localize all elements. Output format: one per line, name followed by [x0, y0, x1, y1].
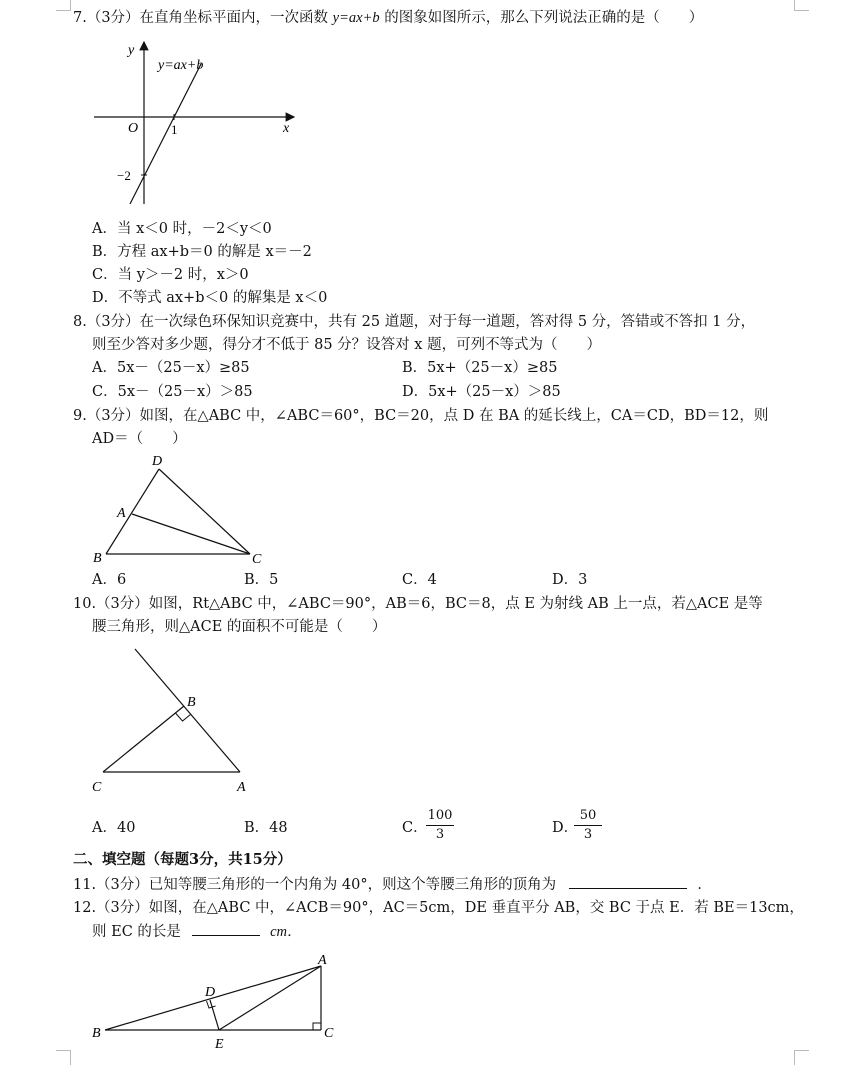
point-c-label: C — [92, 780, 102, 795]
y-tick-label: −2 — [117, 168, 131, 183]
point-e-label: E — [215, 1037, 224, 1052]
q9-stem-line1: 9.（3分）如图，在△ABC 中，∠ABC＝60°，BC＝20，点 D 在 BA 的延长线上，CA＝CD，BD＝12，则 — [73, 408, 769, 424]
q8-option-a: A．5x－（25－x）≥85 — [92, 360, 250, 376]
q8-option-c: C．5x－（25－x）＞85 — [92, 384, 253, 400]
point-b-label: B — [187, 695, 196, 710]
q10-option-b: B．48 — [244, 820, 288, 836]
q10-option-a: A．40 — [92, 820, 136, 836]
q9-option-c: C．4 — [402, 572, 437, 588]
function-label: y=ax+b — [158, 58, 204, 73]
corner-mark-bottom-left — [56, 1050, 71, 1065]
segment-dc — [159, 469, 250, 554]
q8-stem-line1: 8.（3分）在一次绿色环保知识竞赛中，共有 25 道题，对于每一道题，答对得 5 分，答错或不答扣 1 分， — [73, 314, 756, 330]
segment-ae — [219, 966, 321, 1030]
q9-option-b: B．5 — [244, 572, 279, 588]
corner-mark-top-right — [794, 0, 809, 11]
q12-stem-line1: 12.（3分）如图，在△ABC 中，∠ACB＝90°，AC＝5cm，DE 垂直平分 AB，交 BC 于点 E．若 BE＝13cm， — [73, 900, 804, 916]
q11-answer-blank[interactable] — [569, 874, 687, 889]
q8-stem-line2: 则至少答对多少题，得分才不低于 85 分？设答对 x 题，可列不等式为（ ） — [92, 337, 602, 353]
segment-cb — [103, 706, 184, 772]
function-line — [130, 64, 201, 204]
q7-option-a: A．当 x＜0 时，－2＜y＜0 — [92, 221, 272, 237]
q10-option-d-prefix: D． — [552, 820, 579, 836]
point-a-label: A — [117, 506, 126, 521]
q12-answer-blank[interactable] — [192, 921, 260, 936]
point-d-label: D — [205, 985, 216, 1000]
y-axis-label: y — [128, 43, 135, 58]
point-a-label: A — [318, 953, 327, 968]
segment-bd — [106, 469, 159, 554]
q9-option-d: D．3 — [552, 572, 588, 588]
segment-de — [210, 1000, 219, 1030]
origin-label: O — [128, 121, 139, 136]
point-d-label: D — [152, 454, 163, 469]
x-tick-label: 1 — [171, 122, 178, 137]
q10-figure — [88, 645, 268, 795]
q7-graph — [90, 38, 300, 208]
point-b-label: B — [93, 551, 102, 566]
section-2-title: 二、填空题（每题3分，共15分） — [73, 851, 292, 868]
q9-stem-line2: AD＝（ ） — [92, 431, 187, 447]
q9-figure — [90, 450, 270, 570]
point-c-label: C — [324, 1026, 334, 1041]
q7-option-b: B．方程 ax+b＝0 的解是 x＝－2 — [92, 244, 312, 260]
q10-stem-line2: 腰三角形，则△ACE 的面积不可能是（ ） — [92, 619, 387, 635]
q8-option-b: B．5x+（25－x）≥85 — [402, 360, 558, 376]
q10-option-c-prefix: C． — [402, 820, 428, 836]
q11-stem: 11.（3分）已知等腰三角形的一个内角为 40°，则这个等腰三角形的顶角为 ． — [73, 874, 712, 895]
q7-option-c: C．当 y＞－2 时，x＞0 — [92, 267, 249, 283]
q12-stem-line2: 则 EC 的长是 cm． — [92, 921, 302, 942]
q10-option-d-fraction: 50 3 — [570, 808, 606, 843]
point-a-label: A — [237, 780, 246, 795]
x-axis-label: x — [283, 121, 290, 136]
segment-ac — [132, 514, 250, 554]
point-c-label: C — [252, 552, 262, 567]
right-angle-mark-b — [176, 713, 191, 721]
corner-mark-bottom-right — [794, 1050, 809, 1065]
q10-option-c-fraction: 100 3 — [427, 808, 453, 842]
right-angle-mark-c — [313, 1023, 321, 1030]
point-b-label: B — [92, 1026, 101, 1041]
q9-option-a: A．6 — [92, 572, 127, 588]
q10-stem-line1: 10.（3分）如图，Rt△ABC 中，∠ABC＝90°，AB＝6，BC＝8，点 E 为射线 AB 上一点，若△ACE 是等 — [73, 596, 763, 612]
q7-stem: 7.（3分）在直角坐标平面内，一次函数 y=ax+b 的图象如图所示，那么下列说法正确的是（ ） — [73, 10, 704, 26]
ray-ab — [135, 649, 240, 772]
q12-figure — [88, 948, 348, 1053]
q8-option-d: D．5x+（25－x）＞85 — [402, 384, 561, 400]
q7-option-d: D．不等式 ax+b＜0 的解集是 x＜0 — [92, 290, 328, 306]
corner-mark-top-left — [56, 0, 71, 11]
